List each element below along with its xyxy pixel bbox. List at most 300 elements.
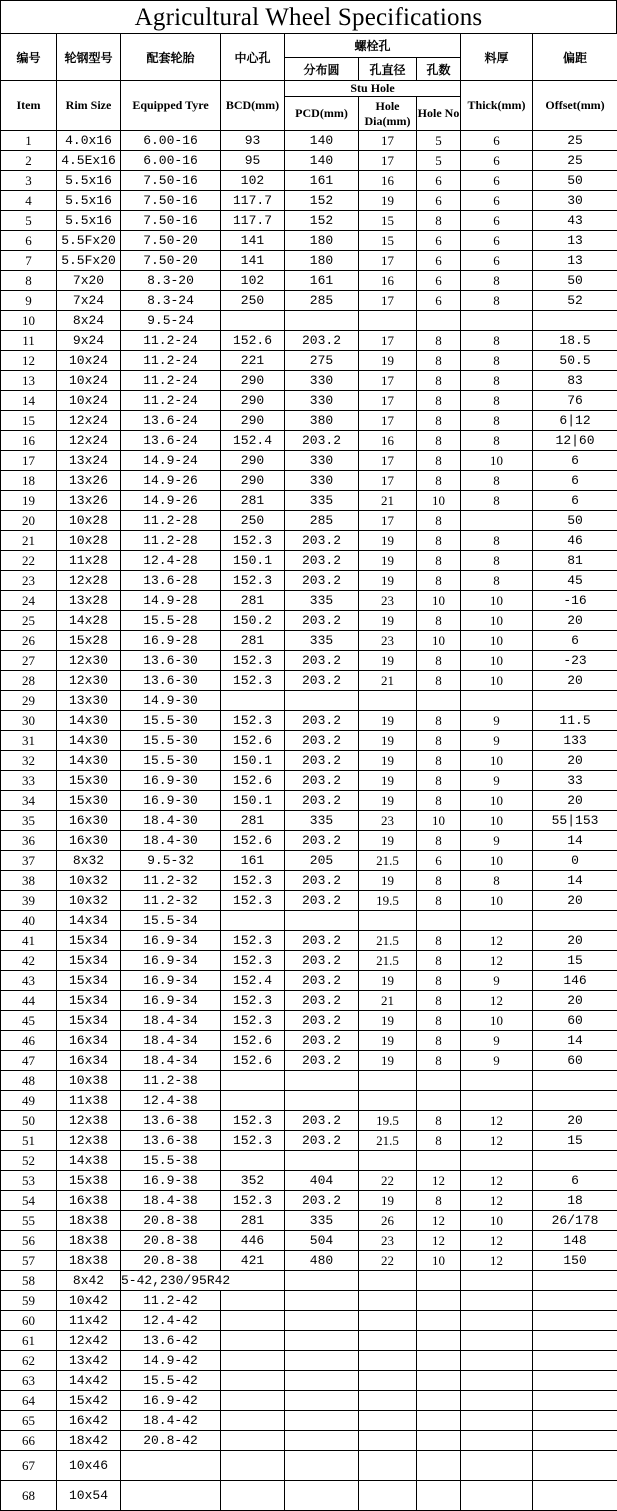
table-row — [1, 651, 617, 671]
table-row — [1, 1391, 617, 1411]
cell-hole-dia: 19 — [359, 571, 417, 591]
cell-pcd — [285, 1411, 359, 1431]
cell-rim-size: 12x28 — [57, 571, 121, 591]
table-row — [1, 451, 617, 471]
cell-hole-no — [417, 311, 461, 331]
table-row — [1, 711, 617, 731]
cell-equipped-tyre: 8.3-20 — [121, 271, 221, 291]
cell-bcd: 152.3 — [221, 711, 285, 731]
cell-hole-no: 8 — [417, 391, 461, 411]
cell-hole-dia — [359, 1411, 417, 1431]
cell-item: 50 — [1, 1111, 57, 1131]
cell-bcd — [221, 1091, 285, 1111]
cell-hole-dia: 17 — [359, 451, 417, 471]
cell-pcd — [285, 311, 359, 331]
cell-hole-dia: 19 — [359, 611, 417, 631]
header-item-en: Item — [1, 81, 57, 131]
cell-equipped-tyre: 15.5-34 — [121, 911, 221, 931]
cell-thick — [461, 1451, 533, 1481]
cell-offset: 6|12 — [533, 411, 617, 431]
cell-hole-no — [417, 1451, 461, 1481]
cell-hole-no: 12 — [417, 1231, 461, 1251]
cell-item: 56 — [1, 1231, 57, 1251]
cell-offset: 20 — [533, 671, 617, 691]
cell-pcd: 203.2 — [285, 711, 359, 731]
cell-offset: 6 — [533, 491, 617, 511]
cell-offset: 50.5 — [533, 351, 617, 371]
cell-item: 39 — [1, 891, 57, 911]
cell-bcd: 221 — [221, 351, 285, 371]
cell-offset: 6 — [533, 631, 617, 651]
cell-item: 9 — [1, 291, 57, 311]
cell-equipped-tyre: 15.5-30 — [121, 711, 221, 731]
cell-rim-size: 10x28 — [57, 531, 121, 551]
cell-equipped-tyre: 16.9-34 — [121, 931, 221, 951]
cell-item: 24 — [1, 591, 57, 611]
cell-hole-no: 8 — [417, 451, 461, 471]
cell-pcd: 152 — [285, 191, 359, 211]
cell-hole-no: 8 — [417, 1031, 461, 1051]
cell-offset — [533, 1151, 617, 1171]
cell-item: 36 — [1, 831, 57, 851]
cell-bcd: 102 — [221, 171, 285, 191]
cell-bcd: 95 — [221, 151, 285, 171]
cell-pcd — [285, 691, 359, 711]
cell-hole-no: 6 — [417, 291, 461, 311]
cell-thick: 10 — [461, 631, 533, 651]
cell-rim-size: 10x42 — [57, 1291, 121, 1311]
table-row — [1, 1091, 617, 1111]
header-offset-en: Offset(mm) — [533, 81, 617, 131]
table-row — [1, 1071, 617, 1091]
cell-pcd: 203.2 — [285, 891, 359, 911]
cell-bcd: 152.6 — [221, 771, 285, 791]
cell-pcd: 203.2 — [285, 991, 359, 1011]
cell-hole-no: 8 — [417, 431, 461, 451]
cell-pcd: 335 — [285, 631, 359, 651]
cell-thick — [461, 511, 533, 531]
cell-equipped-tyre: 11.2-24 — [121, 331, 221, 351]
cell-offset — [533, 1391, 617, 1411]
table-row — [1, 691, 617, 711]
cell-item: 65 — [1, 1411, 57, 1431]
cell-bcd: 281 — [221, 1211, 285, 1231]
cell-equipped-tyre: 14.9-26 — [121, 471, 221, 491]
cell-pcd — [285, 1351, 359, 1371]
cell-item: 63 — [1, 1371, 57, 1391]
cell-thick: 8 — [461, 571, 533, 591]
cell-rim-size: 13x26 — [57, 491, 121, 511]
cell-offset: 20 — [533, 991, 617, 1011]
table-row — [1, 1231, 617, 1251]
cell-hole-dia — [359, 1391, 417, 1411]
cell-equipped-tyre: 14.9-28 — [121, 591, 221, 611]
cell-equipped-tyre: 13.6-38 — [121, 1111, 221, 1131]
cell-hole-no: 8 — [417, 771, 461, 791]
cell-equipped-tyre: 7.50-16 — [121, 171, 221, 191]
cell-item: 2 — [1, 151, 57, 171]
table-row — [1, 391, 617, 411]
cell-rim-size: 8x32 — [57, 851, 121, 871]
cell-bcd — [221, 311, 285, 331]
table-row — [1, 1191, 617, 1211]
table-row — [1, 371, 617, 391]
cell-offset: 15 — [533, 951, 617, 971]
cell-hole-dia: 19 — [359, 831, 417, 851]
cell-item: 17 — [1, 451, 57, 471]
header-rim-cn: 轮钢型号 — [57, 34, 121, 81]
cell-offset: 6 — [533, 1171, 617, 1191]
cell-offset: 52 — [533, 291, 617, 311]
table-row — [1, 811, 617, 831]
cell-thick: 10 — [461, 751, 533, 771]
cell-bcd — [221, 1151, 285, 1171]
cell-pcd: 203.2 — [285, 531, 359, 551]
cell-bcd: 152.3 — [221, 1111, 285, 1131]
cell-equipped-tyre: 15.5-28 — [121, 611, 221, 631]
cell-hole-no: 8 — [417, 1111, 461, 1131]
cell-rim-size: 7x24 — [57, 291, 121, 311]
cell-hole-no: 6 — [417, 191, 461, 211]
cell-thick — [461, 691, 533, 711]
cell-bcd: 161 — [221, 851, 285, 871]
cell-bcd: 152.6 — [221, 331, 285, 351]
cell-pcd: 330 — [285, 371, 359, 391]
cell-bcd: 152.6 — [221, 1051, 285, 1071]
cell-hole-dia: 17 — [359, 371, 417, 391]
cell-hole-dia — [359, 1431, 417, 1451]
cell-pcd: 205 — [285, 851, 359, 871]
cell-thick: 10 — [461, 611, 533, 631]
cell-thick: 6 — [461, 131, 533, 151]
cell-equipped-tyre: 18.4-34 — [121, 1031, 221, 1051]
cell-bcd: 290 — [221, 471, 285, 491]
cell-rim-size: 10x28 — [57, 511, 121, 531]
cell-rim-size: 18x42 — [57, 1431, 121, 1451]
cell-hole-no — [417, 1151, 461, 1171]
table-row — [1, 1251, 617, 1271]
cell-equipped-tyre: 11.2-38 — [121, 1071, 221, 1091]
table-row — [1, 771, 617, 791]
cell-bcd: 281 — [221, 811, 285, 831]
cell-hole-no — [417, 1311, 461, 1331]
cell-hole-no: 8 — [417, 931, 461, 951]
cell-bcd: 93 — [221, 131, 285, 151]
cell-item: 19 — [1, 491, 57, 511]
table-row — [1, 611, 617, 631]
cell-hole-no: 8 — [417, 671, 461, 691]
header-offset-cn: 偏距 — [533, 34, 617, 81]
cell-hole-dia: 17 — [359, 291, 417, 311]
table-row — [1, 751, 617, 771]
header-tyre-cn: 配套轮胎 — [121, 34, 221, 81]
cell-offset: 25 — [533, 131, 617, 151]
cell-equipped-tyre: 12.4-38 — [121, 1091, 221, 1111]
cell-offset — [533, 1371, 617, 1391]
cell-equipped-tyre: 13.6-38 — [121, 1131, 221, 1151]
cell-offset: 46 — [533, 531, 617, 551]
cell-rim-size: 15x30 — [57, 791, 121, 811]
cell-item: 3 — [1, 171, 57, 191]
cell-hole-dia: 21 — [359, 491, 417, 511]
cell-rim-size: 10x24 — [57, 391, 121, 411]
cell-offset: 83 — [533, 371, 617, 391]
cell-item: 30 — [1, 711, 57, 731]
cell-rim-size: 15x34 — [57, 1011, 121, 1031]
table-row — [1, 1291, 617, 1311]
cell-pcd: 152 — [285, 211, 359, 231]
cell-pcd: 203.2 — [285, 551, 359, 571]
cell-equipped-tyre: 7.50-16 — [121, 191, 221, 211]
cell-bcd — [221, 1311, 285, 1331]
table-row — [1, 211, 617, 231]
cell-pcd: 480 — [285, 1251, 359, 1271]
cell-equipped-tyre: 16.9-30 — [121, 771, 221, 791]
cell-pcd: 203.2 — [285, 771, 359, 791]
cell-rim-size: 16x38 — [57, 1191, 121, 1211]
cell-pcd — [285, 1391, 359, 1411]
cell-rim-size: 14x30 — [57, 711, 121, 731]
header-hole-dia-en: Hole Dia(mm) — [359, 97, 417, 131]
cell-thick: 12 — [461, 1131, 533, 1151]
cell-hole-no: 8 — [417, 551, 461, 571]
cell-equipped-tyre: 11.2-28 — [121, 531, 221, 551]
cell-pcd: 335 — [285, 811, 359, 831]
cell-equipped-tyre: 7.50-20 — [121, 251, 221, 271]
table-row — [1, 251, 617, 271]
cell-offset: 33 — [533, 771, 617, 791]
cell-hole-dia: 19 — [359, 1191, 417, 1211]
cell-thick: 8 — [461, 431, 533, 451]
cell-hole-no: 8 — [417, 751, 461, 771]
cell-rim-size: 12x38 — [57, 1111, 121, 1131]
cell-item: 64 — [1, 1391, 57, 1411]
cell-equipped-tyre: 18.4-42 — [121, 1411, 221, 1431]
cell-thick: 10 — [461, 1211, 533, 1231]
table-row — [1, 551, 617, 571]
cell-pcd — [285, 1271, 359, 1291]
cell-rim-size: 13x28 — [57, 591, 121, 611]
cell-hole-dia: 22 — [359, 1171, 417, 1191]
cell-offset: 14 — [533, 831, 617, 851]
cell-offset: 45 — [533, 571, 617, 591]
cell-bcd: 290 — [221, 451, 285, 471]
cell-pcd: 404 — [285, 1171, 359, 1191]
cell-offset: 20 — [533, 931, 617, 951]
cell-rim-size: 10x32 — [57, 871, 121, 891]
cell-item: 10 — [1, 311, 57, 331]
cell-offset: 25 — [533, 151, 617, 171]
cell-rim-size: 15x34 — [57, 951, 121, 971]
cell-offset — [533, 1291, 617, 1311]
table-row — [1, 511, 617, 531]
cell-thick: 8 — [461, 531, 533, 551]
cell-hole-dia: 19.5 — [359, 1111, 417, 1131]
cell-item: 13 — [1, 371, 57, 391]
cell-bcd: 281 — [221, 631, 285, 651]
cell-item: 6 — [1, 231, 57, 251]
cell-rim-size: 5.5Fx20 — [57, 231, 121, 251]
cell-item: 62 — [1, 1351, 57, 1371]
cell-rim-size: 12x42 — [57, 1331, 121, 1351]
cell-rim-size: 15x42 — [57, 1391, 121, 1411]
cell-hole-dia: 15 — [359, 231, 417, 251]
cell-bcd: 152.3 — [221, 671, 285, 691]
table-row — [1, 351, 617, 371]
header-pcd-en: PCD(mm) — [285, 97, 359, 131]
cell-bcd: 150.1 — [221, 551, 285, 571]
cell-bcd: 290 — [221, 391, 285, 411]
table-row — [1, 1171, 617, 1191]
cell-thick: 6 — [461, 251, 533, 271]
cell-pcd: 203.2 — [285, 611, 359, 631]
table-row — [1, 491, 617, 511]
cell-thick: 10 — [461, 891, 533, 911]
cell-pcd: 203.2 — [285, 831, 359, 851]
cell-pcd: 203.2 — [285, 651, 359, 671]
cell-rim-size: 12x30 — [57, 671, 121, 691]
cell-hole-dia — [359, 1331, 417, 1351]
header-bcd-cn: 中心孔 — [221, 34, 285, 81]
cell-rim-size: 10x32 — [57, 891, 121, 911]
cell-rim-size: 10x46 — [57, 1451, 121, 1481]
cell-offset — [533, 1071, 617, 1091]
cell-bcd: 152.6 — [221, 1031, 285, 1051]
header-hole-dia-cn: 孔直径 — [359, 58, 417, 81]
cell-item: 46 — [1, 1031, 57, 1051]
cell-item: 37 — [1, 851, 57, 871]
cell-item: 47 — [1, 1051, 57, 1071]
cell-offset — [533, 1451, 617, 1481]
cell-item: 57 — [1, 1251, 57, 1271]
cell-bcd: 141 — [221, 251, 285, 271]
table-row — [1, 131, 617, 151]
cell-offset: 60 — [533, 1051, 617, 1071]
table-row — [1, 1331, 617, 1351]
header-hole-no-cn: 孔数 — [417, 58, 461, 81]
cell-item: 5 — [1, 211, 57, 231]
cell-pcd: 203.2 — [285, 571, 359, 591]
cell-offset — [533, 1481, 617, 1511]
cell-hole-dia: 19 — [359, 871, 417, 891]
cell-hole-no: 8 — [417, 711, 461, 731]
cell-rim-size: 11x38 — [57, 1091, 121, 1111]
cell-pcd: 161 — [285, 271, 359, 291]
cell-thick: 10 — [461, 591, 533, 611]
cell-offset: 14 — [533, 871, 617, 891]
cell-hole-no: 8 — [417, 731, 461, 751]
cell-bcd: 152.6 — [221, 831, 285, 851]
cell-hole-no: 8 — [417, 831, 461, 851]
cell-hole-dia: 19 — [359, 1031, 417, 1051]
cell-equipped-tyre: 14.9-30 — [121, 691, 221, 711]
cell-bcd: 250 — [221, 291, 285, 311]
cell-item: 51 — [1, 1131, 57, 1151]
cell-rim-size: 12x24 — [57, 431, 121, 451]
cell-thick: 6 — [461, 151, 533, 171]
cell-thick: 8 — [461, 331, 533, 351]
cell-hole-dia — [359, 311, 417, 331]
cell-thick — [461, 311, 533, 331]
cell-offset: 11.5 — [533, 711, 617, 731]
cell-item: 21 — [1, 531, 57, 551]
cell-equipped-tyre: 20.8-38 — [121, 1251, 221, 1271]
cell-thick: 8 — [461, 351, 533, 371]
cell-thick — [461, 1271, 533, 1291]
cell-offset: 133 — [533, 731, 617, 751]
cell-hole-no: 8 — [417, 331, 461, 351]
cell-rim-size: 14x34 — [57, 911, 121, 931]
cell-rim-size: 5.5x16 — [57, 171, 121, 191]
table-row — [1, 1431, 617, 1451]
cell-item: 4 — [1, 191, 57, 211]
cell-offset: -16 — [533, 591, 617, 611]
cell-hole-dia: 23 — [359, 1231, 417, 1251]
cell-hole-no: 10 — [417, 591, 461, 611]
cell-offset — [533, 691, 617, 711]
cell-offset: 60 — [533, 1011, 617, 1031]
cell-offset — [533, 1431, 617, 1451]
table-row — [1, 991, 617, 1011]
cell-offset: 6 — [533, 451, 617, 471]
cell-thick: 10 — [461, 811, 533, 831]
cell-rim-size: 4.0x16 — [57, 131, 121, 151]
cell-thick: 12 — [461, 951, 533, 971]
cell-hole-dia: 17 — [359, 251, 417, 271]
cell-pcd: 203.2 — [285, 671, 359, 691]
cell-hole-no: 6 — [417, 851, 461, 871]
cell-rim-size: 11x42 — [57, 1311, 121, 1331]
cell-thick — [461, 1411, 533, 1431]
cell-offset: 150 — [533, 1251, 617, 1271]
cell-offset: 0 — [533, 851, 617, 871]
cell-thick: 8 — [461, 871, 533, 891]
cell-hole-no: 8 — [417, 611, 461, 631]
cell-hole-no: 8 — [417, 411, 461, 431]
cell-hole-dia: 22 — [359, 1251, 417, 1271]
cell-offset: 148 — [533, 1231, 617, 1251]
cell-offset: 30 — [533, 191, 617, 211]
cell-equipped-tyre: 16.9-28 — [121, 631, 221, 651]
cell-bcd: 152.3 — [221, 531, 285, 551]
cell-item: 22 — [1, 551, 57, 571]
cell-equipped-tyre: 5-42,230/95R42 — [121, 1271, 285, 1291]
cell-bcd: 446 — [221, 1231, 285, 1251]
cell-pcd: 161 — [285, 171, 359, 191]
cell-hole-dia: 21.5 — [359, 931, 417, 951]
cell-bcd — [221, 1351, 285, 1371]
cell-hole-no: 8 — [417, 1131, 461, 1151]
cell-hole-no: 12 — [417, 1171, 461, 1191]
cell-hole-no: 8 — [417, 1051, 461, 1071]
cell-hole-dia: 19 — [359, 1051, 417, 1071]
cell-item: 35 — [1, 811, 57, 831]
cell-hole-dia: 23 — [359, 591, 417, 611]
cell-pcd — [285, 1331, 359, 1351]
cell-pcd: 140 — [285, 151, 359, 171]
table-row — [1, 1011, 617, 1031]
cell-pcd: 203.2 — [285, 931, 359, 951]
cell-offset: -23 — [533, 651, 617, 671]
header-thick-en: Thick(mm) — [461, 81, 533, 131]
cell-hole-dia: 19 — [359, 711, 417, 731]
cell-offset — [533, 1091, 617, 1111]
cell-equipped-tyre: 12.4-28 — [121, 551, 221, 571]
cell-hole-no — [417, 1391, 461, 1411]
cell-offset: 20 — [533, 611, 617, 631]
table-row — [1, 431, 617, 451]
table-row — [1, 291, 617, 311]
